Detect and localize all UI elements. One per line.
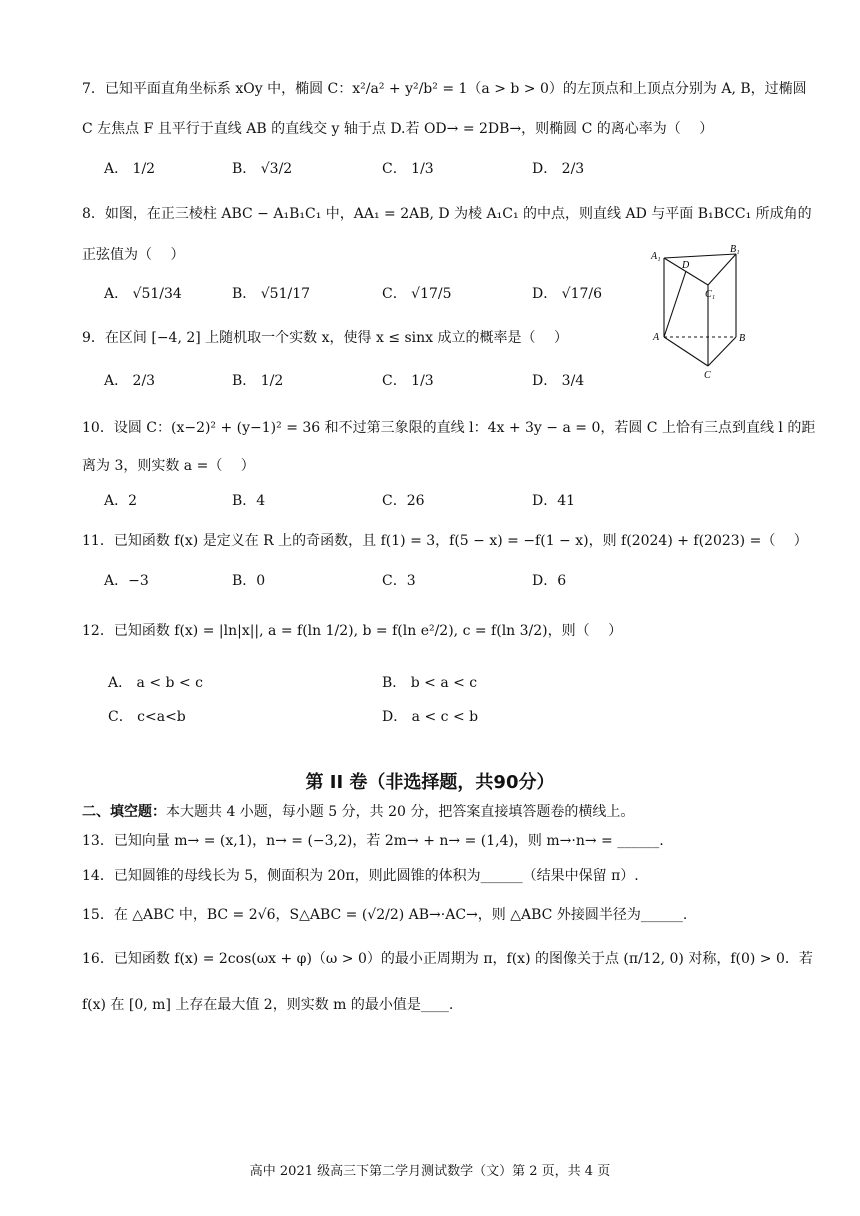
q11-option-d: D．6 — [532, 573, 567, 589]
label-b: B — [739, 333, 746, 344]
q7-option-b: B． √3/2 — [232, 161, 293, 177]
q12-option-a: A． a < b < c — [108, 675, 203, 691]
q9-option-d: D． 3/4 — [532, 373, 585, 389]
q10-option-c: C．26 — [382, 493, 425, 509]
label-d: D — [682, 260, 690, 271]
label-b1: B₁ — [730, 244, 740, 255]
label-c: C — [704, 370, 711, 381]
q7-line-1: 7．已知平面直角坐标系 xOy 中，椭圆 C：x²/a² + y²/b² = 1（a > b > 0）的左顶点和上顶点分别为 A, B，过椭圆 — [82, 81, 807, 97]
q8-option-a: A． √51/34 — [104, 286, 182, 302]
q10-line-2: 离为 3，则实数 a =（ ） — [82, 458, 255, 474]
q9-line-1: 9．在区间 [−4, 2] 上随机取一个实数 x，使得 x ≤ sinx 成立的概率是（ ） — [82, 330, 568, 346]
q8-option-b: B． √51/17 — [232, 286, 311, 302]
q13-line: 13．已知向量 m→ = (x,1)，n→ = (−3,2)，若 2m→ + n→ = (1,4)，则 m→·n→ = ______. — [82, 833, 664, 849]
q11-option-c: C．3 — [382, 573, 416, 589]
q7-line-2: C 左焦点 F 且平行于直线 AB 的直线交 y 轴于点 D.若 OD→ = 2DB→，则椭圆 C 的离心率为（ ） — [82, 121, 714, 137]
q8-line-1: 8．如图，在正三棱柱 ABC − A₁B₁C₁ 中，AA₁ = 2AB, D 为棱 A₁C₁ 的中点，则直线 AD 与平面 B₁BCC₁ 所成角的 — [82, 206, 812, 222]
q12-option-b: B． b < a < c — [382, 675, 478, 691]
q7-option-d: D． 2/3 — [532, 161, 585, 177]
section-2-heading-text: 本大题共 4 小题，每小题 5 分，共 20 分，把答案直接填答题卷的横线上。 — [166, 804, 635, 820]
q8-option-c: C． √17/5 — [382, 286, 452, 302]
section-2-title: 第 II 卷（非选择题，共90分） — [305, 772, 555, 793]
q14-line: 14．已知圆锥的母线长为 5，侧面积为 20π，则此圆锥的体积为______（结果中保留 π）. — [82, 868, 639, 884]
label-a1: A₁ — [651, 251, 661, 262]
edge-b1-c1 — [708, 254, 736, 285]
edge-a1-b1 — [664, 254, 736, 258]
q7-option-c: C． 1/3 — [382, 161, 434, 177]
q12-option-d: D． a < c < b — [382, 709, 479, 725]
q11-line-1: 11．已知函数 f(x) 是定义在 R 上的奇函数，且 f(1) = 3，f(5 − x) = −f(1 − x)，则 f(2024) + f(2023) =（ ） — [82, 533, 808, 549]
edge-a-d — [664, 271, 686, 337]
q7-option-a: A． 1/2 — [104, 161, 156, 177]
q15-line: 15．在 △ABC 中，BC = 2√6，S△ABC = (√2/2) AB→·AC→，则 △ABC 外接圆半径为______. — [82, 907, 688, 923]
q9-option-c: C． 1/3 — [382, 373, 434, 389]
prism-figure — [650, 242, 750, 382]
q10-option-b: B．4 — [232, 493, 266, 509]
q10-line-1: 10．设圆 C：(x−2)² + (y−1)² = 36 和不过第三象限的直线 l：4x + 3y − a = 0，若圆 C 上恰有三点到直线 l 的距 — [82, 420, 816, 436]
q16-line-1: 16．已知函数 f(x) = 2cos(ωx + φ)（ω > 0）的最小正周期为 π，f(x) 的图像关于点 (π/12, 0) 对称，f(0) > 0．若 — [82, 951, 813, 967]
q12-option-c: C． c<a<b — [108, 709, 186, 725]
q9-option-a: A． 2/3 — [104, 373, 156, 389]
q16-line-2: f(x) 在 [0, m] 上存在最大值 2，则实数 m 的最小值是____. — [82, 997, 454, 1013]
q10-option-a: A．2 — [104, 493, 138, 509]
q10-option-d: D．41 — [532, 493, 576, 509]
section-2-heading — [82, 801, 634, 821]
section-2-heading-label: 二、填空题： — [82, 804, 166, 820]
q9-option-b: B． 1/2 — [232, 373, 284, 389]
q11-option-a: A．−3 — [104, 573, 149, 589]
edge-b-c — [708, 337, 736, 366]
label-c1: C₁ — [705, 289, 716, 300]
q8-option-d: D． √17/6 — [532, 286, 603, 302]
q11-option-b: B．0 — [232, 573, 266, 589]
edge-a-c — [664, 337, 708, 366]
q8-line-2: 正弦值为（ ） — [82, 247, 185, 263]
label-a: A — [653, 332, 660, 343]
page-footer: 高中 2021 级高三下第二学月测试数学（文）第 2 页，共 4 页 — [249, 1164, 611, 1179]
q12-line-1: 12．已知函数 f(x) = |ln|x||, a = f(ln 1/2), b = f(ln e²/2), c = f(ln 3/2)，则（ ） — [82, 623, 623, 639]
